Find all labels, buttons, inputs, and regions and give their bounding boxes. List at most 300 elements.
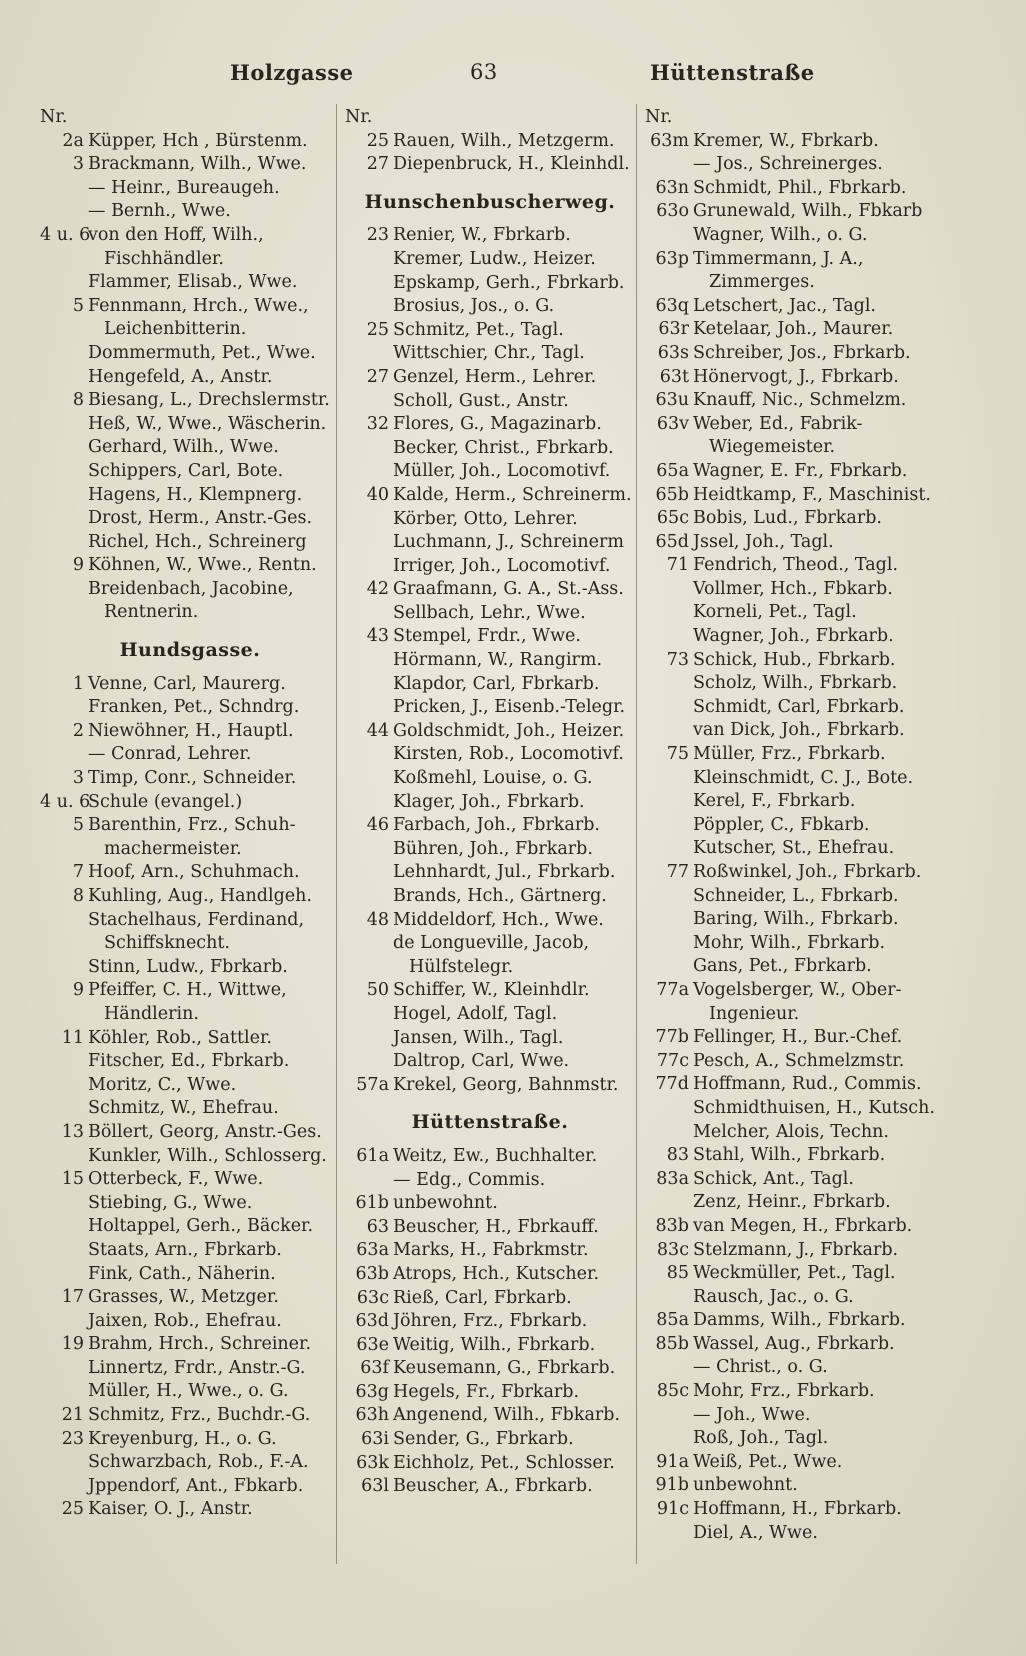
resident-text: Rauen, Wilh., Metzgerm. — [393, 130, 615, 151]
entry-continuation — [40, 932, 340, 956]
resident-text: Gerhard, Wilh., Wwe. — [88, 437, 279, 458]
resident-text: Linnertz, Frdr., Anstr.-G. — [88, 1357, 306, 1378]
directory-entry — [345, 743, 635, 767]
house-number: 25 — [366, 130, 389, 151]
house-number: 85a — [656, 1310, 689, 1331]
house-number: 63g — [355, 1381, 389, 1402]
resident-text: Kaiser, O. J., Anstr. — [88, 1499, 253, 1520]
directory-entry — [645, 1474, 935, 1498]
column-rule — [636, 104, 637, 1564]
house-number: 4 u. 6 — [40, 791, 91, 812]
house-number: 43 — [366, 626, 389, 647]
house-number: 9 — [72, 980, 84, 1001]
resident-text: Kuhling, Aug., Handlgeh. — [88, 886, 312, 906]
entry-continuation — [40, 601, 340, 625]
directory-entry — [40, 106, 340, 130]
resident-text: Ketelaar, Joh., Maurer. — [693, 319, 894, 340]
street-heading — [345, 1097, 635, 1145]
directory-entry — [345, 1475, 635, 1499]
directory-entry — [645, 790, 935, 814]
house-number: Nr. — [345, 107, 373, 127]
resident-text: Brackmann, Wilh., Wwe. — [88, 154, 307, 175]
resident-text: Goldschmidt, Joh., Heizer. — [393, 720, 625, 741]
house-number: 4 u. 6 — [40, 224, 91, 245]
resident-text: Schule (evangel.) — [88, 791, 243, 812]
directory-entry — [645, 1356, 935, 1380]
house-number: 77d — [655, 1074, 689, 1095]
directory-entry — [345, 460, 635, 484]
directory-entry — [645, 979, 935, 1003]
resident-text: Richel, Hch., Schreinerg — [88, 531, 307, 552]
directory-entry — [645, 625, 935, 649]
street-name: Hunschenbuscherweg. — [364, 190, 616, 213]
house-number: 3 — [72, 154, 84, 175]
directory-entry — [345, 932, 635, 956]
directory-entry — [40, 1333, 340, 1357]
resident-text: Marks, H., Fabrkmstr. — [393, 1240, 589, 1261]
house-number: 2 — [72, 720, 84, 741]
house-number: 5 — [72, 815, 84, 836]
resident-text: Fitscher, Ed., Fbrkarb. — [88, 1051, 290, 1072]
resident-text: Grasses, W., Metzger. — [88, 1287, 279, 1308]
house-number: 57a — [356, 1074, 389, 1095]
directory-entry — [645, 1309, 935, 1333]
directory-entry — [645, 719, 935, 743]
resident-text: Pricken, J., Eisenb.-Telegr. — [393, 697, 626, 718]
page-number: 63 — [470, 60, 498, 84]
directory-entry — [345, 720, 635, 744]
directory-entry — [40, 1404, 340, 1428]
house-number: 63b — [355, 1263, 389, 1284]
directory-entry — [645, 177, 935, 201]
directory-entry — [40, 1286, 340, 1310]
resident-text: Scholl, Gust., Anstr. — [393, 390, 569, 411]
resident-text: Niewöhner, H., Hauptl. — [88, 720, 294, 741]
house-number: 63 — [366, 1216, 389, 1237]
resident-text: Jppendorf, Ant., Fbkarb. — [88, 1475, 304, 1496]
directory-entry — [645, 578, 935, 602]
directory-entry — [645, 1380, 935, 1404]
resident-text: Hengefeld, A., Anstr. — [88, 366, 273, 387]
resident-text: Klager, Joh., Fbrkarb. — [393, 791, 585, 812]
directory-entry — [345, 1452, 635, 1476]
house-number: 91a — [656, 1451, 689, 1472]
directory-entry — [40, 1215, 340, 1239]
directory-entry — [40, 484, 340, 508]
resident-text: Angenend, Wilh., Fbkarb. — [393, 1405, 621, 1426]
resident-text: Flores, G., Magazinarb. — [393, 414, 602, 435]
house-number: 5 — [72, 295, 84, 316]
house-number: 63h — [355, 1405, 389, 1426]
house-number: 21 — [61, 1405, 84, 1426]
directory-entry — [645, 460, 935, 484]
street-heading — [345, 177, 635, 225]
directory-entry — [345, 1287, 635, 1311]
house-number: 77b — [655, 1027, 689, 1048]
resident-text: Koßmehl, Louise, o. G. — [393, 768, 593, 789]
resident-text: Schmidthuisen, H., Kutsch. — [693, 1097, 935, 1118]
resident-text: Schreiber, Jos., Fbrkarb. — [693, 342, 911, 363]
directory-entry — [40, 342, 340, 366]
resident-text: Pesch, A., Schmelzmstr. — [693, 1050, 905, 1071]
resident-text: Hegels, Fr., Fbrkarb. — [393, 1381, 580, 1402]
directory-entry — [645, 908, 935, 932]
entry-continuation — [40, 838, 340, 862]
resident-text: Renier, W., Fbrkarb. — [393, 225, 571, 246]
directory-entry — [645, 1121, 935, 1145]
directory-entry — [645, 295, 935, 319]
directory-entry — [645, 1404, 935, 1428]
house-number: 19 — [61, 1334, 84, 1355]
house-number: 11 — [61, 1027, 84, 1048]
resident-text: Eichholz, Pet., Schlosser. — [393, 1452, 615, 1473]
directory-entry — [645, 1427, 935, 1451]
house-number: 23 — [61, 1428, 84, 1449]
resident-text: Pöppler, C., Fbkarb. — [693, 814, 870, 835]
resident-text: Hogel, Adolf, Tagl. — [393, 1003, 558, 1024]
house-number: 63i — [361, 1429, 389, 1450]
directory-entry — [645, 130, 935, 154]
directory-entry — [40, 130, 340, 154]
directory-entry — [645, 389, 935, 413]
resident-text: Holtappel, Gerh., Bäcker. — [88, 1216, 314, 1237]
resident-text: Scholz, Wilh., Fbrkarb. — [693, 673, 898, 694]
directory-entry — [645, 106, 935, 130]
resident-text: Jssel, Joh., Tagl. — [693, 531, 834, 552]
resident-text: Barenthin, Frz., Schuh- — [88, 815, 296, 836]
house-number: 63t — [659, 366, 689, 387]
resident-text: Heidtkamp, F., Maschinist. — [693, 484, 931, 505]
resident-text: Epskamp, Gerh., Fbrkarb. — [393, 272, 625, 293]
directory-entry — [645, 885, 935, 909]
house-number: 91c — [656, 1499, 689, 1520]
directory-entry — [645, 1191, 935, 1215]
house-number: 73 — [666, 649, 689, 670]
resident-text: Schmidt, Carl, Fbrkarb. — [693, 696, 905, 717]
directory-entry — [645, 932, 935, 956]
house-number: 25 — [61, 1499, 84, 1520]
house-number: 75 — [666, 744, 689, 765]
directory-entry — [645, 1073, 935, 1097]
resident-text: Dommermuth, Pet., Wwe. — [88, 342, 316, 363]
directory-entry — [40, 696, 340, 720]
resident-text: Wagner, Joh., Fbrkarb. — [693, 626, 894, 647]
directory-entry — [40, 1475, 340, 1499]
resident-text: Kirsten, Rob., Locomotivf. — [393, 744, 624, 765]
resident-text: Fischhändler. — [104, 248, 224, 269]
resident-text: Fendrich, Theod., Tagl. — [693, 555, 899, 576]
resident-text: Böllert, Georg, Anstr.-Ges. — [88, 1121, 322, 1142]
resident-text: Heß, W., Wwe., Wäscherin. — [88, 413, 327, 434]
directory-entry — [40, 389, 340, 413]
directory-entry — [645, 1050, 935, 1074]
house-number: 85b — [655, 1333, 689, 1354]
directory-entry — [345, 342, 635, 366]
directory-entry — [645, 413, 935, 437]
resident-text: Weitz, Ew., Buchhalter. — [393, 1145, 598, 1166]
house-number: 46 — [366, 815, 389, 836]
resident-text: Wagner, Wilh., o. G. — [693, 224, 868, 245]
resident-text: Knauff, Nic., Schmelzm. — [693, 390, 907, 411]
directory-entry — [645, 1239, 935, 1263]
resident-text: machermeister. — [104, 838, 242, 859]
resident-text: Diepenbruck, H., Kleinhdl. — [393, 154, 630, 175]
directory-entry — [645, 1168, 935, 1192]
directory-entry — [40, 673, 340, 697]
directory-entry — [345, 484, 635, 508]
directory-entry — [40, 1239, 340, 1263]
resident-text: Schmitz, W., Ehefrau. — [88, 1098, 279, 1119]
directory-entry — [345, 224, 635, 248]
directory-entry — [345, 602, 635, 626]
house-number: 65d — [655, 531, 689, 552]
resident-text: Bühren, Joh., Fbrkarb. — [393, 838, 593, 859]
house-number: 44 — [366, 720, 389, 741]
directory-entry — [40, 979, 340, 1003]
directory-entry — [645, 342, 935, 366]
resident-text: Venne, Carl, Maurerg. — [88, 673, 286, 694]
entry-continuation — [40, 248, 340, 272]
resident-text: Staats, Arn., Fbrkarb. — [88, 1239, 282, 1260]
house-number: 13 — [61, 1121, 84, 1142]
column-3 — [645, 106, 935, 1545]
resident-text: Mohr, Wilh., Fbrkarb. — [693, 932, 886, 953]
resident-text: Gans, Pet., Fbrkarb. — [693, 956, 872, 977]
resident-text: Mohr, Frz., Fbrkarb. — [693, 1381, 875, 1402]
directory-entry — [40, 956, 340, 980]
directory-entry — [645, 1097, 935, 1121]
resident-text: van Megen, H., Fbrkarb. — [693, 1215, 913, 1236]
directory-entry — [40, 909, 340, 933]
house-number: 9 — [72, 555, 84, 576]
directory-entry — [40, 1357, 340, 1381]
house-number: 8 — [72, 886, 84, 906]
directory-entry — [645, 1262, 935, 1286]
resident-text: Stinn, Ludw., Fbrkarb. — [88, 956, 288, 977]
directory-entry — [40, 1192, 340, 1216]
directory-entry — [40, 1145, 340, 1169]
directory-entry — [345, 1263, 635, 1287]
entry-continuation — [345, 956, 635, 980]
resident-text: Schick, Ant., Tagl. — [693, 1168, 854, 1189]
directory-entry — [345, 531, 635, 555]
resident-text: Rieß, Carl, Fbrkarb. — [393, 1287, 572, 1308]
resident-text: Becker, Christ., Fbrkarb. — [393, 437, 614, 458]
directory-entry — [645, 531, 935, 555]
house-number: 63c — [356, 1287, 389, 1308]
house-number: 63p — [655, 248, 689, 269]
house-number: 63e — [356, 1334, 389, 1355]
entry-continuation — [40, 1003, 340, 1027]
directory-entry — [645, 649, 935, 673]
column-1 — [40, 106, 340, 1522]
resident-text: Franken, Pet., Schndrg. — [88, 697, 300, 718]
directory-entry — [645, 366, 935, 390]
house-number: 77 — [666, 862, 689, 882]
resident-text: Roß, Joh., Tagl. — [693, 1428, 829, 1449]
house-number: 65a — [656, 460, 689, 481]
directory-entry — [345, 1239, 635, 1263]
directory-entry — [345, 1310, 635, 1334]
resident-text: Kremer, Ludw., Heizer. — [393, 248, 596, 269]
directory-entry — [345, 838, 635, 862]
directory-entry — [40, 436, 340, 460]
resident-text: Roßwinkel, Joh., Fbrkarb. — [693, 862, 922, 882]
directory-entry — [345, 909, 635, 933]
resident-text: Middeldorf, Hch., Wwe. — [393, 909, 604, 930]
directory-entry — [645, 1215, 935, 1239]
house-number: 63l — [361, 1476, 389, 1497]
house-number: 71 — [666, 555, 689, 576]
resident-text: Moritz, C., Wwe. — [88, 1074, 237, 1095]
resident-text: Korneli, Pet., Tagl. — [693, 602, 857, 623]
directory-entry — [40, 366, 340, 390]
resident-text: — Heinr., Bureaugeh. — [88, 177, 280, 198]
directory-entry — [345, 1192, 635, 1216]
directory-entry — [645, 601, 935, 625]
directory-entry — [345, 130, 635, 154]
resident-text: Hoffmann, Rud., Commis. — [693, 1074, 922, 1095]
directory-entry — [345, 1050, 635, 1074]
directory-entry — [40, 295, 340, 319]
resident-text: Hörmann, W., Rangirm. — [393, 650, 603, 671]
resident-text: Kunkler, Wilh., Schlosserg. — [88, 1145, 327, 1166]
resident-text: Genzel, Herm., Lehrer. — [393, 366, 597, 387]
house-number: 65c — [656, 508, 689, 529]
resident-text: Damms, Wilh., Fbrkarb. — [693, 1310, 906, 1331]
resident-text: Zenz, Heinr., Fbrkarb. — [693, 1192, 891, 1213]
directory-entry — [345, 1357, 635, 1381]
resident-text: de Longueville, Jacob, — [393, 933, 590, 954]
house-number: 3 — [72, 768, 84, 789]
house-number: 85 — [666, 1263, 689, 1284]
directory-entry — [645, 1286, 935, 1310]
directory-entry — [345, 1145, 635, 1169]
resident-text: Stachelhaus, Ferdinand, — [88, 909, 305, 930]
resident-text: Wittschier, Chr., Tagl. — [393, 343, 585, 364]
directory-entry — [645, 861, 935, 885]
house-number: 83a — [656, 1168, 689, 1189]
resident-text: Farbach, Joh., Fbrkarb. — [393, 815, 600, 836]
directory-entry — [345, 1381, 635, 1405]
resident-text: Jöhren, Frz., Fbrkarb. — [393, 1311, 588, 1332]
resident-text: Schmitz, Frz., Buchdr.-G. — [88, 1405, 311, 1426]
house-number: 63m — [650, 130, 689, 151]
resident-text: unbewohnt. — [693, 1475, 798, 1496]
resident-text: Körber, Otto, Lehrer. — [393, 508, 578, 529]
directory-entry — [645, 743, 935, 767]
house-number: 63o — [656, 201, 689, 222]
directory-entry — [345, 437, 635, 461]
resident-text: Schiffsknecht. — [104, 933, 230, 954]
directory-entry — [645, 767, 935, 791]
resident-text: Schwarzbach, Rob., F.-A. — [88, 1452, 309, 1473]
directory-entry — [345, 295, 635, 319]
resident-text: Flammer, Elisab., Wwe. — [88, 272, 298, 293]
house-number: 63q — [655, 295, 689, 316]
resident-text: Hoof, Arn., Schuhmach. — [88, 862, 300, 883]
house-number: 32 — [366, 414, 389, 435]
directory-entry — [345, 673, 635, 697]
street-heading — [40, 625, 340, 673]
directory-entry — [40, 1451, 340, 1475]
house-number: 63a — [356, 1240, 389, 1261]
resident-text: van Dick, Joh., Fbrkarb. — [693, 720, 905, 741]
directory-entry — [645, 672, 935, 696]
resident-text: Brahm, Hrch., Schreiner. — [88, 1334, 312, 1355]
resident-text: — Bernh., Wwe. — [88, 201, 231, 222]
entry-continuation — [645, 271, 935, 295]
directory-entry — [645, 507, 935, 531]
entry-continuation — [40, 318, 340, 342]
resident-text: Müller, H., Wwe., o. G. — [88, 1381, 289, 1402]
resident-text: Schippers, Carl, Bote. — [88, 460, 284, 481]
resident-text: Weber, Ed., Fabrik- — [693, 413, 863, 434]
directory-entry — [40, 460, 340, 484]
directory-entry — [345, 625, 635, 649]
house-number: 63k — [356, 1452, 389, 1473]
directory-entry — [645, 837, 935, 861]
directory-entry — [345, 153, 635, 177]
directory-entry — [40, 177, 340, 201]
resident-text: Timmermann, J. A., — [693, 248, 864, 269]
directory-entry — [645, 318, 935, 342]
resident-text: unbewohnt. — [393, 1193, 498, 1214]
directory-entry — [40, 791, 340, 815]
resident-text: Baring, Wilh., Fbrkarb. — [693, 909, 899, 930]
street-name: Hüttenstraße. — [411, 1111, 569, 1134]
directory-entry — [40, 1380, 340, 1404]
directory-entry — [345, 1169, 635, 1193]
directory-entry — [645, 200, 935, 224]
house-number: 8 — [72, 390, 84, 411]
resident-text: von den Hoff, Wilh., — [88, 224, 264, 245]
house-number: 63s — [657, 342, 689, 363]
resident-text: Schmidt, Phil., Fbrkarb. — [693, 177, 907, 198]
directory-entry — [645, 248, 935, 272]
resident-text: Schneider, L., Fbrkarb. — [693, 885, 899, 906]
directory-entry — [40, 531, 340, 555]
directory-entry — [40, 1121, 340, 1145]
directory-entry — [345, 508, 635, 532]
house-number: 63f — [360, 1358, 389, 1379]
directory-entry — [345, 106, 635, 130]
resident-text: Graafmann, G. A., St.-Ass. — [393, 579, 624, 600]
resident-text: Rentnerin. — [104, 602, 199, 623]
resident-text: Stahl, Wilh., Fbrkarb. — [693, 1145, 886, 1166]
resident-text: Köhler, Rob., Sattler. — [88, 1027, 272, 1048]
directory-entry — [345, 1404, 635, 1428]
directory-entry — [40, 1168, 340, 1192]
resident-text: Hoffmann, H., Fbrkarb. — [693, 1499, 902, 1520]
directory-entry — [345, 1074, 635, 1098]
house-number: Nr. — [40, 107, 68, 127]
directory-entry — [40, 554, 340, 578]
resident-text: Vollmer, Hch., Fbkarb. — [693, 578, 893, 599]
directory-entry — [345, 1216, 635, 1240]
directory-entry — [645, 1498, 935, 1522]
resident-text: Fink, Cath., Näherin. — [88, 1263, 276, 1284]
resident-text: Otterbeck, F., Wwe. — [88, 1169, 264, 1190]
resident-text: Daltrop, Carl, Wwe. — [393, 1051, 570, 1072]
resident-text: Keusemann, G., Fbrkarb. — [393, 1358, 616, 1379]
resident-text: Hülfstelegr. — [409, 956, 514, 977]
directory-entry — [40, 578, 340, 602]
resident-text: Kleinschmidt, C. J., Bote. — [693, 767, 914, 788]
directory-entry — [645, 484, 935, 508]
directory-entry — [645, 1026, 935, 1050]
resident-text: Kremer, W., Fbrkarb. — [693, 130, 879, 151]
